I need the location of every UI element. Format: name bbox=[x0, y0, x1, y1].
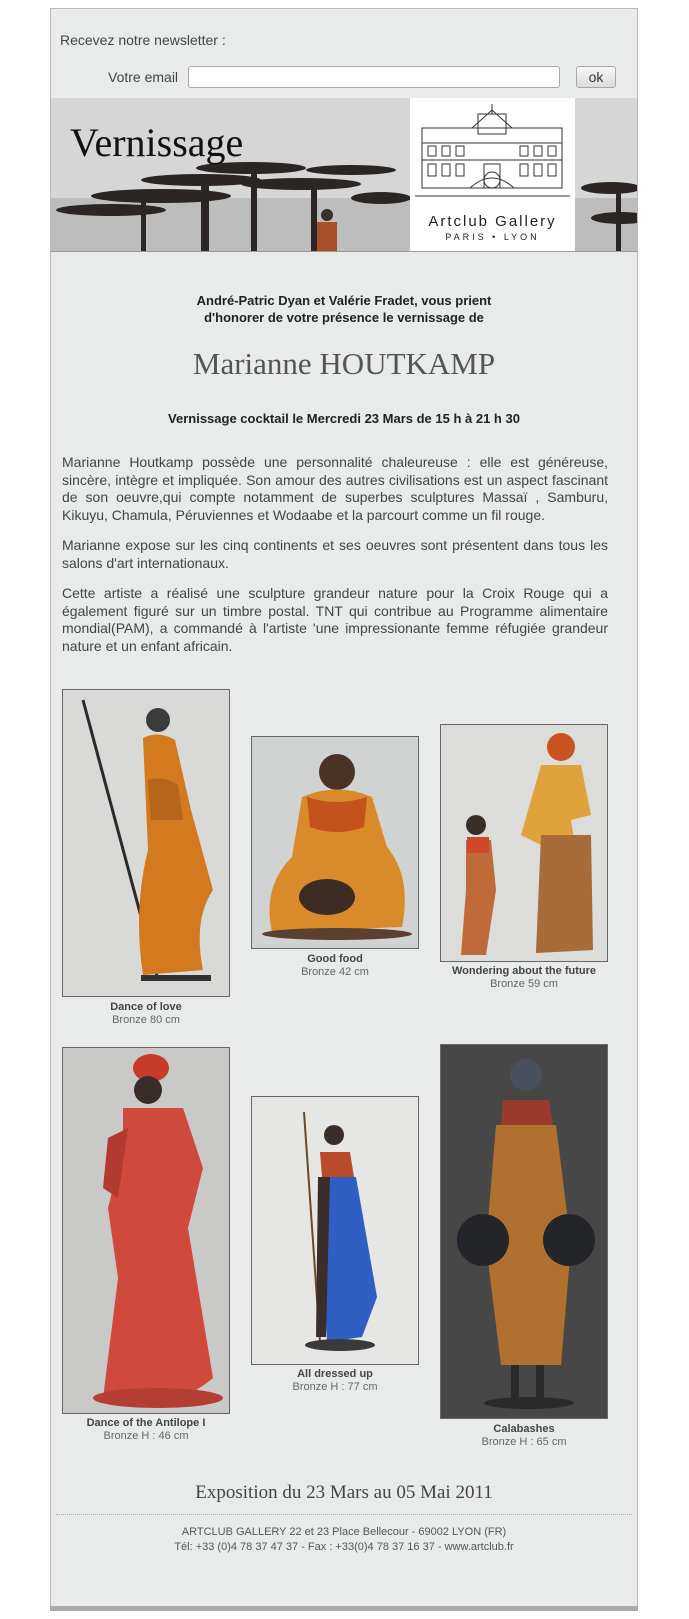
artwork-title: Wondering about the future bbox=[451, 965, 596, 977]
artwork-photo-dance-of-the-antilope[interactable] bbox=[62, 1047, 230, 1414]
artwork-title: Dance of love bbox=[110, 1001, 182, 1013]
artwork-photo-good-food[interactable] bbox=[251, 736, 419, 949]
bottom-bar bbox=[50, 1606, 638, 1611]
invitation-line-2: d'honorer de votre présence le vernissage de bbox=[204, 310, 484, 325]
bio-paragraph-2: Marianne expose sur les cinq continents et ses oeuvres sont présentent dans tous les salons d'art internationaux. bbox=[62, 537, 608, 571]
artwork-title: Dance of the Antilope I bbox=[86, 1417, 206, 1429]
invitation-text bbox=[51, 292, 637, 326]
artwork-detail: Bronze H : 65 cm bbox=[481, 1436, 567, 1448]
banner-title: Vernissage bbox=[70, 120, 244, 165]
artwork-card[interactable] bbox=[440, 724, 608, 994]
artwork-card[interactable] bbox=[440, 1044, 608, 1452]
artwork-detail: Bronze H : 46 cm bbox=[103, 1430, 189, 1442]
artwork-title: Good food bbox=[307, 953, 363, 965]
cocktail-info: Vernissage cocktail le Mercredi 23 Mars de 15 h à 21 h 30 bbox=[168, 411, 520, 426]
email-label: Votre email bbox=[108, 69, 179, 85]
footer-address: ARTCLUB GALLERY 22 et 23 Place Bellecour - 69002 LYON (FR) bbox=[181, 1526, 507, 1538]
artwork-detail: Bronze H : 77 cm bbox=[292, 1381, 378, 1393]
artwork-card[interactable] bbox=[62, 689, 230, 1029]
ok-button[interactable]: ok bbox=[576, 66, 616, 88]
artwork-card[interactable] bbox=[62, 1047, 230, 1447]
logo-name: Artclub Gallery bbox=[428, 213, 557, 230]
artwork-photo-all-dressed-up[interactable] bbox=[251, 1096, 419, 1365]
newsletter-frame bbox=[50, 8, 638, 1611]
footer-divider bbox=[56, 1514, 632, 1515]
footer-contact[interactable]: Tél: +33 (0)4 78 37 47 37 - Fax : +33(0)4 78 37 16 37 - www.artclub.fr bbox=[174, 1541, 514, 1553]
bio-paragraph-1: Marianne Houtkamp possède une personnalité chaleureuse : elle est généreuse, sincère, intègre et impliquée. Son amour des autres civilisations est un aspect fascinant de son oeuvre,qui compte notamment de superbes sculptures Massaï , Samburu, Kikuyu, Chamula, Péruviennes et Wodaabe et la parcourt comme un fil rouge. bbox=[62, 454, 608, 523]
artwork-photo-calabashes[interactable] bbox=[440, 1044, 608, 1419]
artist-name: Marianne HOUTKAMP bbox=[192, 346, 496, 381]
invitation-line-1: André-Patric Dyan et Valérie Fradet, vous prient bbox=[196, 293, 492, 308]
artwork-card[interactable] bbox=[251, 736, 419, 986]
artwork-title: Calabashes bbox=[493, 1423, 555, 1435]
artwork-detail: Bronze 59 cm bbox=[490, 978, 558, 990]
bio-paragraph-3: Cette artiste a réalisé une sculpture grandeur nature pour la Croix Rouge qui a également figuré sur un timbre postal. TNT qui contribue au Programme alimentaire mondial(PAM), a commandé à l'artiste 'une impressionante femme réfugiée grandeur nature et un enfant africain. bbox=[62, 585, 608, 654]
email-field[interactable] bbox=[188, 66, 560, 88]
artwork-photo-wondering-about-the-future[interactable] bbox=[440, 724, 608, 962]
artwork-title: All dressed up bbox=[297, 1368, 373, 1380]
banner bbox=[51, 98, 637, 252]
artwork-card[interactable] bbox=[251, 1096, 419, 1396]
artwork-detail: Bronze 80 cm bbox=[112, 1014, 180, 1026]
building-icon bbox=[410, 98, 575, 210]
gallery-logo bbox=[410, 98, 575, 251]
exposition-dates: Exposition du 23 Mars au 05 Mai 2011 bbox=[195, 1482, 493, 1503]
logo-subtitle: PARIS • LYON bbox=[445, 232, 540, 242]
footer bbox=[51, 1525, 637, 1555]
artwork-detail: Bronze 42 cm bbox=[301, 966, 369, 978]
artwork-photo-dance-of-love[interactable] bbox=[62, 689, 230, 997]
newsletter-title: Recevez notre newsletter : bbox=[60, 32, 226, 48]
